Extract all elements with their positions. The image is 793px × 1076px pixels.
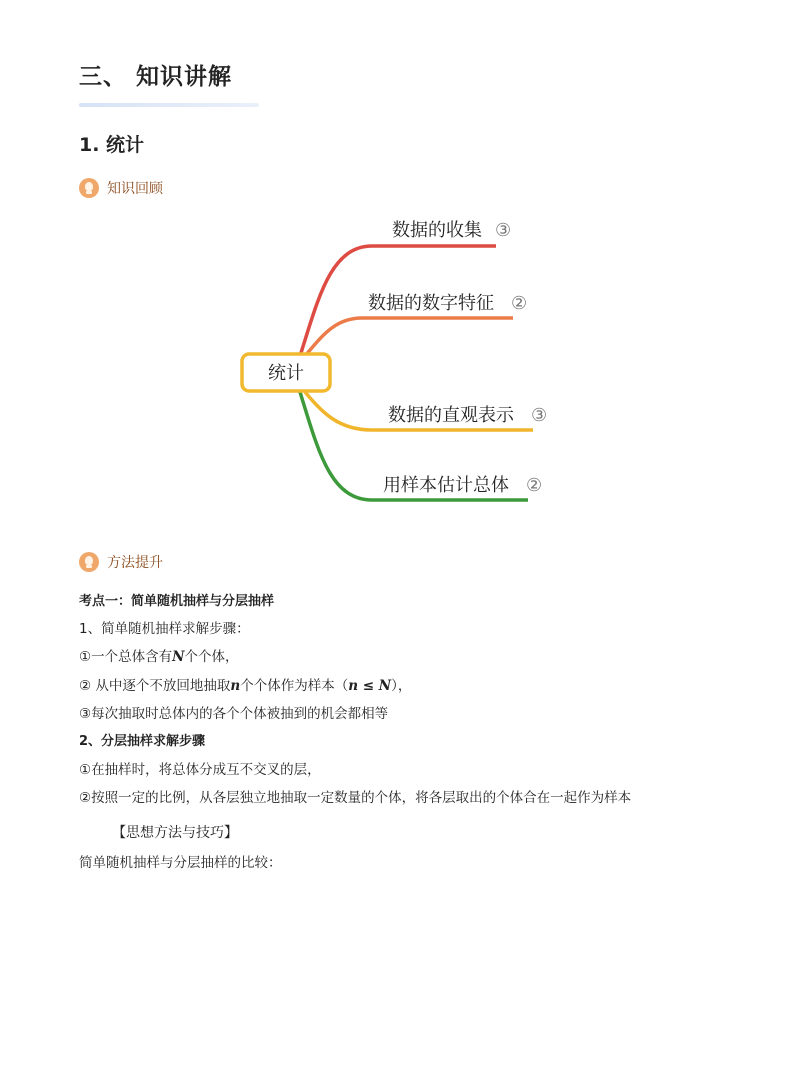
tag-review-label: 知识回顾: [107, 181, 163, 197]
mindmap-branch-count-2: ②: [511, 293, 528, 314]
tips-heading: 【思想方法与技巧】: [112, 825, 238, 841]
mindmap-center-label: 统计: [268, 363, 304, 384]
step1-line1-tail: 个个体，: [184, 649, 239, 665]
section-title: 三、 知识讲解: [79, 64, 233, 90]
mindmap-branch-label-2: 数据的数字特征: [368, 293, 494, 314]
tag-method-label: 方法提升: [107, 555, 163, 571]
step1-line1-text: ①一个总体含有: [79, 649, 173, 665]
kaodian-heading: 考点一：简单随机抽样与分层抽样: [79, 594, 275, 609]
step1-line2-tail: ），: [391, 678, 412, 694]
math-var-N: N: [172, 649, 185, 665]
step1-line1: [79, 645, 238, 665]
mindmap-branch-label-1: 数据的收集: [392, 220, 482, 241]
mindmap-branch-count-3: ③: [531, 405, 548, 426]
math-condition: n ≤ N: [348, 678, 392, 694]
math-var-n: n: [230, 678, 241, 694]
mindmap-branch-label-3: 数据的直观表示: [388, 405, 514, 426]
lightbulb-icon: [79, 552, 99, 572]
step1-line2-text: ② 从中逐个不放回地抽取: [79, 678, 231, 694]
step1-line2: [79, 674, 411, 694]
subsection-title: 1. 统计: [79, 134, 145, 156]
mindmap-branch-label-4: 用样本估计总体: [383, 475, 509, 496]
mindmap-branch-line-2: [305, 318, 513, 356]
step1-title: 1、简单随机抽样求解步骤：: [79, 621, 250, 637]
step1-line2-mid: 个个体作为样本（: [240, 678, 349, 694]
tag-method: [79, 552, 163, 572]
comparison-intro: 简单随机抽样与分层抽样的比较：: [79, 855, 282, 871]
step1-line3: ③每次抽取时总体内的各个个体被抽到的机会都相等: [79, 706, 389, 722]
step2-line1: ①在抽样时，将总体分成互不交叉的层，: [79, 762, 321, 778]
step2-line2: ②按照一定的比例，从各层独立地抽取一定数量的个体，将各层取出的个体合在一起作为样本: [79, 790, 632, 806]
mindmap-branch-count-4: ②: [526, 475, 543, 496]
step2-title: 2、分层抽样求解步骤: [79, 734, 206, 749]
mindmap-branch-count-1: ③: [495, 220, 512, 241]
